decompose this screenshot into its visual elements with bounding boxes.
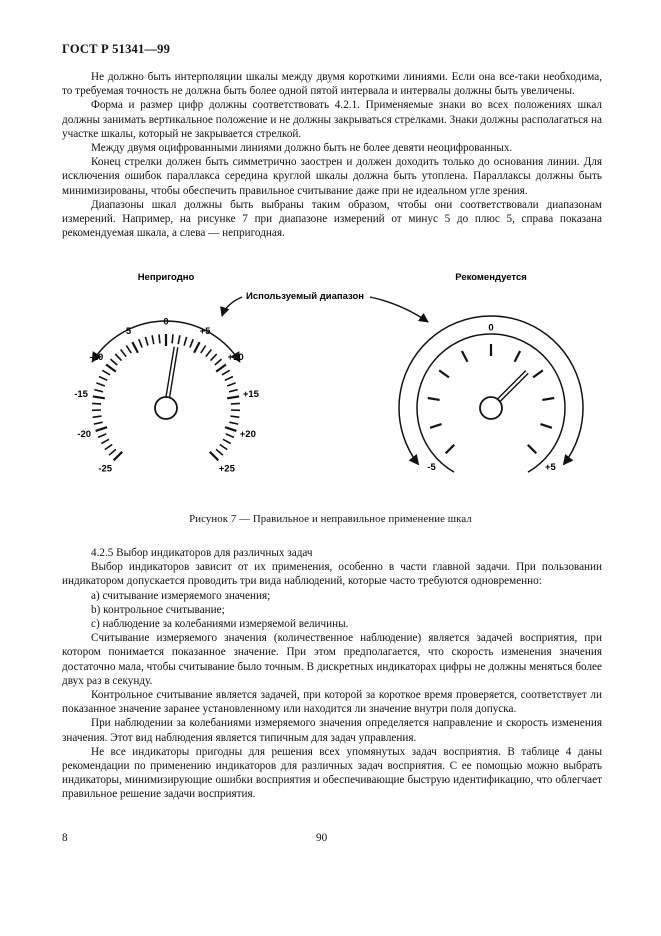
- left-dial-tick: [190, 339, 193, 347]
- left-dial-tick: [229, 390, 238, 392]
- right-dial-label: +5: [544, 461, 556, 473]
- right-dial-label: 0: [488, 322, 494, 334]
- left-dial-tick: [216, 365, 226, 372]
- left-dial-tick: [206, 350, 212, 357]
- intro-text: [62, 70, 602, 240]
- right-dial-tick: [430, 424, 441, 428]
- left-dial-tick: [115, 354, 121, 361]
- left-dial-hub: [155, 397, 177, 419]
- paragraph-unmarked-lines: Между двумя оцифрованными линиями должно быть не более девяти неоцифрованных.: [91, 142, 513, 155]
- paragraph-table-4: Не все индикаторы пригодны для решения всех упомянутых задач восприятия. В таблице 4 даны рекомендации по применению индикаторов для различных задач восприятия. С ее помощью можно выбрать индикаторы, минимизирующие ошибки восприятия и обеспечивающие быструю идентификацию, что облегчает правильное решение задачи восприятия.: [62, 745, 602, 801]
- figure-7-dials: [0, 262, 661, 507]
- left-dial-tick: [114, 452, 123, 461]
- right-dial-tick: [542, 398, 554, 400]
- left-dial-label: +20: [239, 429, 256, 441]
- left-dial-tick: [101, 439, 109, 443]
- left-dial-tick: [201, 346, 206, 354]
- left-dial-tick: [226, 434, 234, 438]
- right-dial-tick: [439, 370, 449, 377]
- label-used-range: Используемый диапазон: [245, 291, 365, 302]
- left-dial-label: -5: [122, 325, 132, 337]
- page-number-left: 8: [62, 832, 68, 844]
- left-dial-tick: [109, 449, 116, 455]
- left-dial-label: -20: [77, 429, 92, 441]
- left-dial-label: +15: [242, 389, 259, 401]
- left-dial-tick: [111, 359, 118, 365]
- left-dial-tick: [222, 370, 230, 375]
- right-dial-tick: [541, 424, 552, 428]
- paragraph-value-reading: Считывание измеряемого значения (количественное наблюдение) является задачей восприятия, при котором понимается показанное значение. При этом предполагается, что скорость изменения значения достаточно мала, чтобы считывание было точным. В дискретных индикаторах цифры не должны меняться более двух раз в секунду.: [62, 632, 602, 687]
- left-dial-tick: [229, 422, 238, 424]
- left-dial-label: +25: [218, 463, 235, 475]
- right-dial-tick: [462, 351, 468, 362]
- left-dial-label: -10: [89, 352, 104, 364]
- paragraph-fluctuation: При наблюдении за колебаниями измеряемого значения определяется направление и скорость изменения значения. Этот вид наблюдения является типичным для задач управления.: [62, 717, 602, 744]
- right-dial-tick: [428, 398, 440, 400]
- left-dial-tick: [227, 396, 239, 398]
- left-dial-tick: [210, 452, 219, 461]
- left-dial-tick: [102, 370, 110, 375]
- left-dial-tick: [93, 416, 102, 417]
- section-text: [62, 546, 602, 802]
- section-heading: 4.2.5 Выбор индикаторов для различных задач: [91, 547, 313, 559]
- paragraph-scale-ranges: Диапазоны шкал должны быть выбраны таким образом, чтобы они соответствовали диапазонам измерений. Например, на рисунке 7 при диапазоне измерений от минус 5 до плюс 5, справа показана рекомендуемая шкала, а слева — непригодная.: [62, 198, 602, 240]
- left-dial-tick: [211, 354, 217, 361]
- right-dial-tick: [528, 445, 537, 454]
- right-dial-tick: [515, 351, 521, 362]
- left-dial-tick: [145, 337, 148, 346]
- left-dial-label: 0: [163, 316, 169, 328]
- left-dial-tick: [216, 449, 223, 455]
- left-dial-tick: [126, 346, 131, 354]
- right-dial-hub: [480, 397, 502, 419]
- paragraph-digit-form: Форма и размер цифр должны соответствовать 4.2.1. Применяемые знаки во всех положениях шкал должны занимать вертикальное положение и не должны закрываться стрелками. Знаки должны располагаться на участке шкалы, который не закрывается стрелкой.: [62, 99, 602, 140]
- range-arrow-right: [370, 297, 428, 322]
- left-dial-tick: [184, 337, 187, 346]
- left-dial-tick: [132, 342, 138, 353]
- left-dial-tick: [106, 365, 116, 372]
- left-dial-tick: [152, 335, 154, 344]
- right-dial-tick: [446, 445, 455, 454]
- left-dial-tick: [99, 377, 107, 381]
- left-dial-tick: [220, 445, 227, 450]
- label-unsuitable: Непригодно: [137, 272, 195, 283]
- left-dial-label: +5: [199, 325, 211, 337]
- left-dial-tick: [92, 403, 101, 404]
- left-dial-tick: [94, 422, 103, 424]
- left-dial-tick: [231, 403, 240, 404]
- left-dial-tick: [172, 334, 173, 343]
- figure-caption: Рисунок 7 — Правильное и неправильное применение шкал: [189, 513, 472, 525]
- range-arrow-left: [222, 297, 242, 316]
- right-dial-tick: [533, 370, 543, 377]
- left-dial-tick: [94, 390, 103, 392]
- unsuitable-dial: [74, 317, 259, 475]
- right-dial-outer-arrow: [399, 316, 583, 465]
- left-dial-tick: [93, 396, 105, 398]
- label-recommended: Рекомендуется: [455, 272, 527, 283]
- left-dial-tick: [159, 334, 160, 343]
- left-dial-tick: [98, 434, 106, 438]
- paragraph-check-reading: Контрольное считывание является задачей, при которой за короткое время проверяется, соответствует ли показанное значение заранее установленному или находится ли значение внутри поля допуска.: [62, 689, 602, 716]
- left-dial-tick: [105, 445, 112, 450]
- left-dial-tick: [225, 427, 236, 431]
- left-dial-tick: [194, 342, 200, 353]
- right-dial-label: -5: [427, 461, 436, 473]
- left-dial-tick: [121, 350, 127, 357]
- left-dial-tick: [231, 416, 240, 417]
- left-dial-label: +10: [227, 352, 244, 364]
- page-number-center: 90: [316, 832, 328, 844]
- left-dial-label: -15: [74, 389, 88, 401]
- paragraph-interpolation: Не должно быть интерполяции шкалы между двумя короткими линиями. Если она все-таки необходима, то требуемая точность не должна быть более одной пятой интервала и интервалы должны быть увеличены.: [62, 71, 602, 98]
- document-header: ГОСТ Р 51341—99: [62, 42, 171, 56]
- list-item-b: b) контрольное считывание;: [91, 603, 225, 616]
- left-dial-tick: [178, 335, 180, 344]
- list-item-a: a) считывание измеряемого значения;: [91, 589, 271, 602]
- left-dial-tick: [139, 339, 142, 347]
- paragraph-indicator-choice: Выбор индикаторов зависит от их применения, особенно в части главной задачи. При пользовании индикатором допускается проводить три вида наблюдений, которые часто требуются одновременно:: [62, 561, 602, 588]
- left-dial-tick: [223, 439, 231, 443]
- left-dial-tick: [215, 359, 222, 365]
- left-dial-tick: [96, 427, 107, 431]
- left-dial-tick: [227, 383, 235, 386]
- paragraph-pointer-tip: Конец стрелки должен быть симметрично заострен и должен доходить только до основания линии. Для исключения ошибок параллакса середина круглой шкалы должна быть утоплена. Параллаксы должны быть минимизированы, чтобы обеспечить правильное считывание даже при не идеальном угле зрения.: [62, 156, 602, 197]
- left-dial-tick: [96, 383, 104, 386]
- recommended-dial: [399, 316, 583, 473]
- left-dial-label: -25: [98, 463, 113, 475]
- list-item-c: c) наблюдение за колебаниями измеряемой величины.: [91, 618, 349, 631]
- left-dial-tick: [225, 377, 233, 381]
